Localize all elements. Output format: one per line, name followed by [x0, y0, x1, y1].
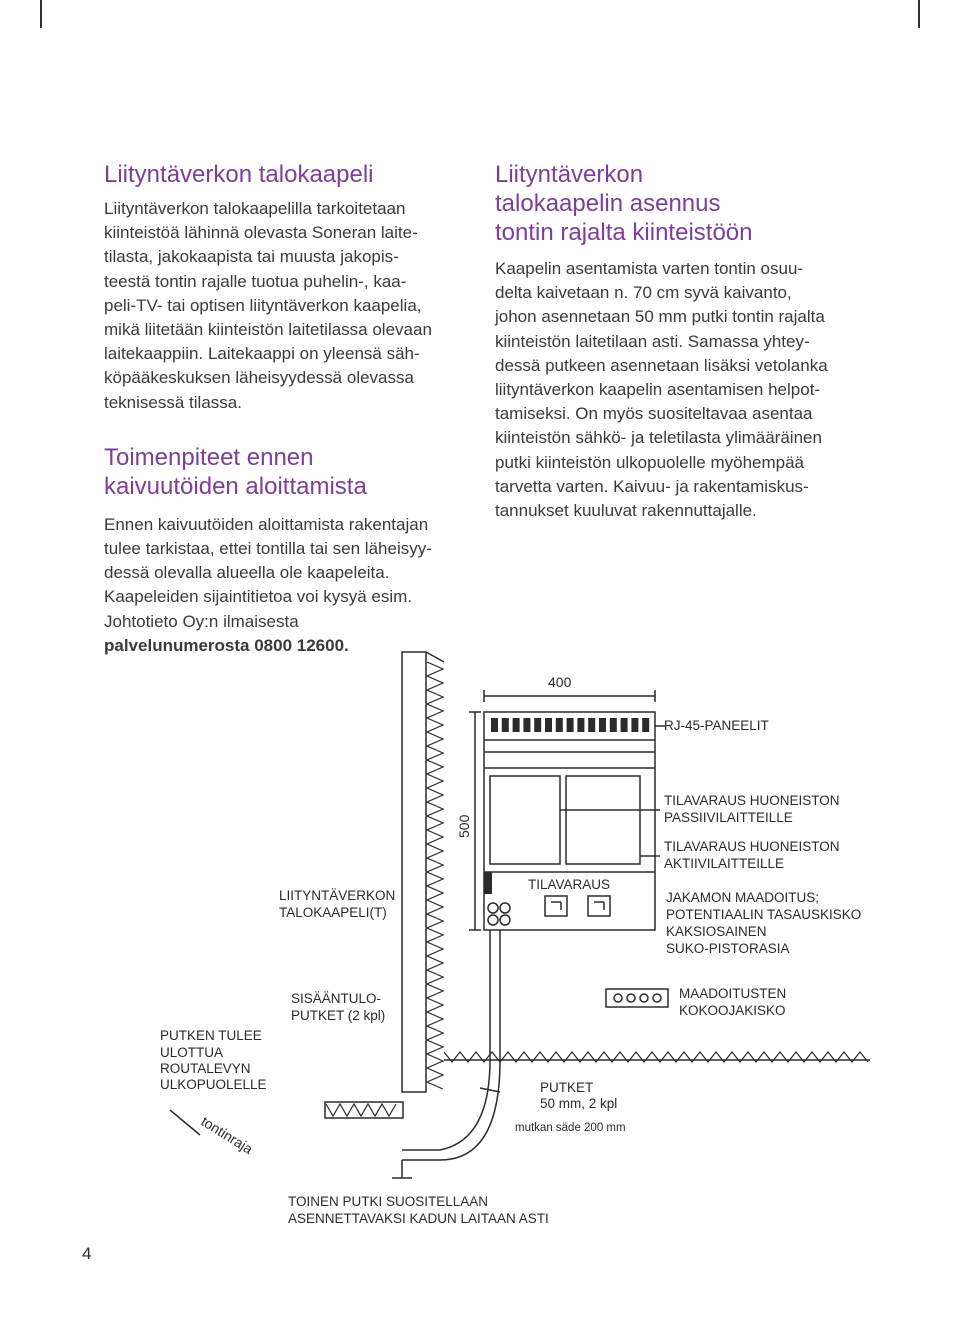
rj45-port — [642, 718, 649, 732]
rj45-panel — [491, 718, 649, 732]
wall-insulation-top — [426, 652, 444, 662]
label-busbar-1: MAADOITUSTEN — [679, 986, 787, 1001]
label-cable-2: TALOKAAPELI(T) — [279, 905, 387, 920]
installation-paragraph: Kaapelin asentamista varten tontin osuu- delta kaivetaan n. 70 cm syvä kaivanto, johon asennetaan 50 mm putki tontin rajalta kiinteistön laitetilaan asti. Samassa yhtey- dessä putkeen asennetaan lisäksi vetolanka liityntäverkon kaapelin asentamisen helpot- tamiseksi. On myös suositeltavaa asentaa kiinteistön sähkö- ja teletilasta ylimääräinen putki kiinteistön ulkopuolelle myöhempää tarvetta varten. Kaivuu- ja rakentamiskus- tannukset kuuluvat rakennuttajalle. — [495, 259, 828, 521]
rj45-port — [556, 718, 563, 732]
dim-500: 500 — [456, 814, 472, 838]
rj45-port — [513, 718, 520, 732]
cable-pipe-1 — [402, 930, 490, 1150]
ground-terminal-1 — [488, 903, 498, 913]
building-wall — [402, 652, 426, 1092]
outer-frost-insulation — [326, 1104, 396, 1116]
label-pipe-3: ROUTALEVYN — [160, 1061, 251, 1076]
busbar-terminal — [627, 994, 635, 1002]
label-ground-3: KAKSIOSAINEN — [666, 924, 767, 939]
cabinet-earth-bar — [484, 872, 492, 894]
label-rj45: RJ-45-PANEELIT — [664, 718, 769, 733]
page-number: 4 — [82, 1244, 92, 1263]
service-number: palvelunumerosta 0800 12600. — [104, 635, 349, 655]
label-pipe-1: PUTKEN TULEE — [160, 1028, 262, 1043]
cable-pipe-2 — [402, 930, 500, 1160]
heading-asennus-line2: talokaapelin asennus — [495, 190, 721, 217]
socket-symbol — [551, 902, 561, 910]
rj45-port — [491, 718, 498, 732]
passive-equipment-space — [490, 776, 560, 864]
rj45-port — [610, 718, 617, 732]
rj45-port — [588, 718, 595, 732]
heading-asennus-line1: Liityntäverkon — [495, 161, 644, 188]
heading-liityntaverkon-talokaapeli: Liityntäverkon talokaapeli — [104, 161, 374, 188]
rj45-port — [599, 718, 606, 732]
label-active-1: TILAVARAUS HUONEISTON — [664, 839, 840, 854]
label-second-pipe-2: ASENNETTAVAKSI KADUN LAITAAN ASTI — [288, 1211, 549, 1226]
label-pipes-1: PUTKET — [540, 1080, 594, 1095]
socket-1 — [545, 896, 567, 916]
grounding-busbar — [606, 989, 668, 1007]
label-passive-1: TILAVARAUS HUONEISTON — [664, 793, 840, 808]
rj45-port — [567, 718, 574, 732]
ground-terminal-3 — [500, 903, 510, 913]
active-equipment-space — [566, 776, 640, 864]
busbar-terminal — [614, 994, 622, 1002]
intro-paragraph: Liityntäverkon talokaapelilla tarkoitetaan kiinteistöä lähinnä olevasta Soneran laite- tilasta, jakokaapista tai muusta jakopis- teestä tontin rajalle tuotua puhelin-, kaa- peli-TV- tai optisen liityntäverkon kaapelia, mikä liitetään kiinteistön laitetilassa olevaan laitekaappiin. Laitekaappi on yleensä säh- köpääkeskuksen läheisyydessä olevassa teknisessä tilassa. — [104, 199, 432, 412]
label-ground-4: SUKO-PISTORASIA — [666, 941, 790, 956]
rj45-port — [577, 718, 584, 732]
label-pipe-4: ULKOPUOLELLE — [160, 1077, 267, 1092]
label-cable-1: LIITYNTÄVERKON — [279, 888, 396, 903]
rj45-port — [534, 718, 541, 732]
label-inlet-1: SISÄÄNTULO- — [291, 991, 382, 1006]
label-bend-radius: mutkan säde 200 mm — [515, 1122, 626, 1134]
distribution-cabinet — [484, 712, 655, 930]
ground-terminal-4 — [500, 915, 510, 925]
wall-insulation — [427, 662, 443, 1089]
label-pipes-2: 50 mm, 2 kpl — [540, 1096, 618, 1111]
rj45-port — [502, 718, 509, 732]
label-busbar-2: KOKOOJAKISKO — [679, 1003, 786, 1018]
label-tontinraja: tontinraja — [198, 1112, 256, 1158]
label-tilavaraus: TILAVARAUS — [528, 877, 611, 892]
socket-symbol — [594, 902, 604, 910]
ground-terminal-2 — [488, 915, 498, 925]
busbar-terminal — [640, 994, 648, 1002]
excavation-paragraph: Ennen kaivuutöiden aloittamista rakentajan tulee tarkistaa, ettei tontilla tai sen läheisyy- dessä olevalla alueella ole kaapeleita. Kaapeleiden sijaintitietoa voi kysyä esim. Johtotieto Oy:n ilmaisesta — [104, 514, 432, 631]
label-pipe-2: ULOTTUA — [160, 1045, 224, 1060]
rj45-port — [631, 718, 638, 732]
label-ground-1: JAKAMON MAADOITUS; — [666, 890, 820, 905]
label-inlet-2: PUTKET (2 kpl) — [291, 1008, 386, 1023]
label-second-pipe-1: TOINEN PUTKI SUOSITELLAAN — [288, 1194, 489, 1209]
label-ground-2: POTENTIAALIN TASAUSKISKO — [666, 907, 862, 922]
dim-400: 400 — [548, 674, 572, 690]
leader-line — [170, 1110, 200, 1135]
socket-2 — [588, 896, 610, 916]
leader-line — [480, 1088, 500, 1092]
heading-toimenpiteet-line1: Toimenpiteet ennen — [104, 443, 314, 471]
label-passive-2: PASSIIVILAITTEILLE — [664, 810, 793, 825]
busbar-terminal — [653, 994, 661, 1002]
label-active-2: AKTIIVILAITTEILLE — [664, 856, 785, 871]
heading-toimenpiteet-line2: kaivuutöiden aloittamista — [104, 472, 367, 500]
rj45-port — [621, 718, 628, 732]
heading-asennus-line3: tontin rajalta kiinteistöön — [495, 219, 753, 246]
rj45-port — [545, 718, 552, 732]
rj45-port — [523, 718, 530, 732]
